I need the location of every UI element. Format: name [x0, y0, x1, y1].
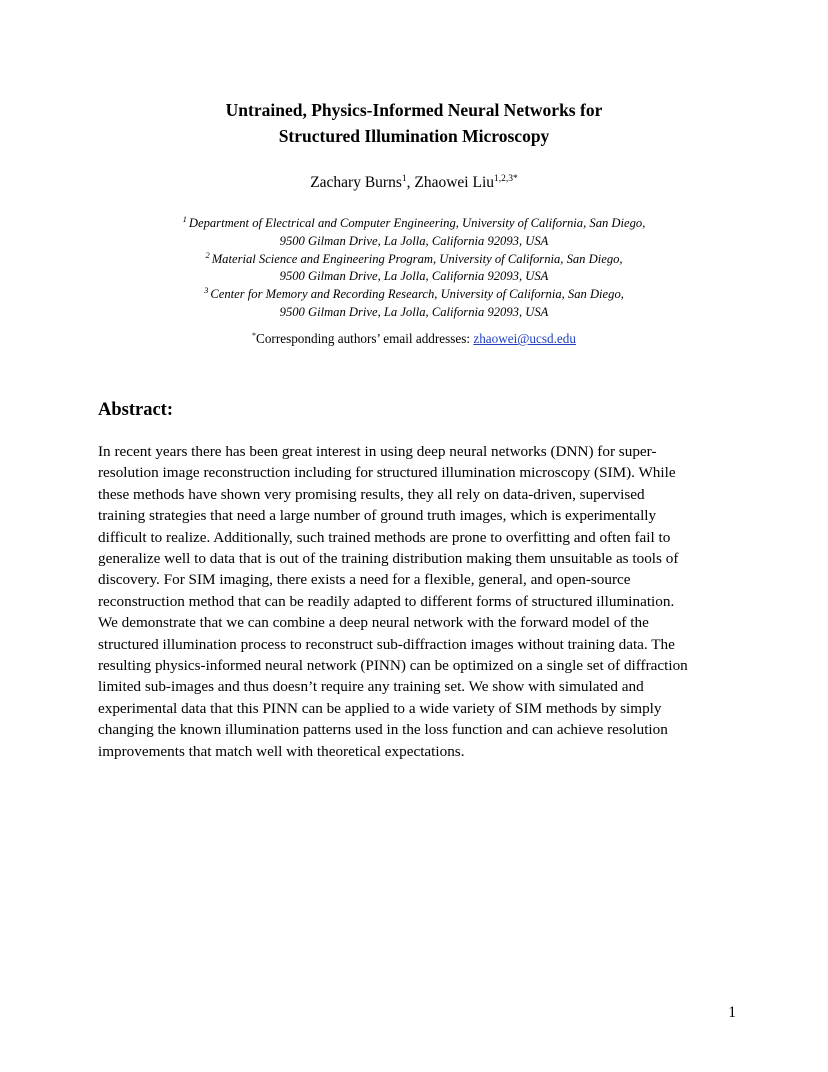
affiliation-text: Department of Electrical and Computer Engineering, University of California, San Diego, — [188, 216, 646, 230]
affiliation-line — [0, 286, 828, 304]
title-line-1: Untrained, Physics-Informed Neural Networks for — [225, 100, 603, 120]
abstract-line: limited sub-images and thus doesn’t require any training set. We show with simulated and — [98, 678, 644, 696]
affiliation-line — [0, 251, 828, 269]
affiliation-sup: 2 — [205, 249, 210, 260]
author-separator: , — [406, 174, 415, 191]
affiliation-text: Material Science and Engineering Program, University of California, San Diego, — [211, 251, 623, 266]
abstract-line: reconstruction method that can be readily adapted to different forms of structured illumination. — [98, 592, 675, 610]
affiliation-sup: 3 — [204, 285, 209, 296]
affiliation-line — [0, 215, 828, 233]
author-affiliation-sup: 1 — [401, 174, 407, 184]
email-link[interactable]: zhaowei@ucsd.edu — [473, 331, 576, 346]
affiliation-text: Center for Memory and Recording Research, University of California, San Diego, — [210, 287, 624, 302]
author-affiliation-sup: 1,2,3* — [494, 174, 518, 184]
affiliation-address: 9500 Gilman Drive, La Jolla, California 92093, USA — [279, 269, 549, 284]
abstract-line: discovery. For SIM imaging, there exists a need for a flexible, general, and open-source — [98, 571, 631, 589]
affiliation-address: 9500 Gilman Drive, La Jolla, California 92093, USA — [279, 304, 549, 319]
abstract-line: experimental data that this PINN can be applied to a wide variety of SIM methods by simply — [98, 699, 662, 717]
abstract-line: structured illumination process to reconstruct sub-diffraction images without training data. The — [98, 635, 675, 653]
abstract-line: resulting physics-informed neural network (PINN) can be optimized on a single set of diffraction — [98, 657, 688, 675]
affiliation-sup: 1 — [182, 214, 187, 224]
author-name: Zachary Burns — [310, 174, 402, 191]
title-line-2: Structured Illumination Microscopy — [278, 126, 550, 146]
abstract-line: these methods have shown very promising results, they all rely on data-driven, supervised — [98, 485, 645, 503]
page-number: 1 — [728, 1004, 736, 1021]
abstract-line: changing the known illumination patterns used in the loss function and can achieve resolution — [98, 721, 668, 739]
corresponding-label: Corresponding authors’ email addresses: — [256, 331, 474, 346]
abstract-body — [98, 441, 738, 762]
affiliation-address: 9500 Gilman Drive, La Jolla, California 92093, USA — [279, 233, 549, 248]
author-name: Zhaowei Liu — [414, 174, 495, 191]
author-list — [0, 173, 828, 193]
abstract-line: resolution image reconstruction including for structured illumination microscopy (SIM). While — [98, 464, 676, 482]
abstract-line: In recent years there has been great interest in using deep neural networks (DNN) for super- — [98, 443, 657, 460]
abstract-line: training strategies that need a large number of ground truth images, which is experimentally — [98, 507, 657, 525]
affiliation-list — [0, 215, 828, 322]
abstract-line: improvements that match well with theoretical expectations. — [98, 742, 465, 760]
abstract-heading: Abstract: — [98, 400, 174, 420]
abstract-line: difficult to realize. Additionally, such trained methods are prone to overfitting and often fail to — [98, 528, 671, 546]
corresponding-author-marker: * — [513, 174, 518, 184]
paper-title — [0, 97, 828, 149]
corresponding-marker: * — [252, 331, 257, 340]
abstract-line: generalize well to data that is out of the training distribution making them unsuitable as tools of — [98, 550, 679, 568]
abstract-line: We demonstrate that we can combine a deep neural network with the forward model of the — [98, 614, 649, 632]
corresponding-author-note — [0, 330, 828, 348]
